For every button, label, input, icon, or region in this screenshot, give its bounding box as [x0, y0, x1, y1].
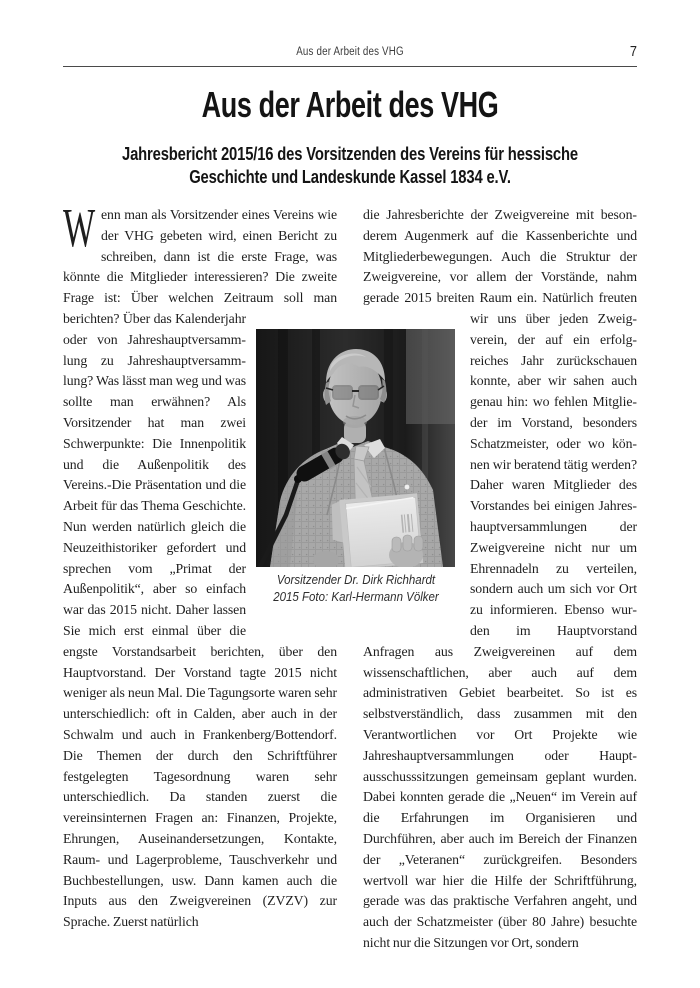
caption-line-2: 2015 Foto: Karl-Hermann Völker: [273, 590, 439, 604]
lapel-pin: [405, 485, 410, 490]
caption-line-1: Vorsitzender Dr. Dirk Richhardt: [276, 573, 436, 587]
subtitle-line-2: Geschichte und Landeskunde Kassel 1834 e.V.: [189, 166, 511, 187]
left-column-intro: enn man als Vorsitzender eines Vereins wie der VHG gebeten wird, einen Bericht zu schreiben, dann ist die erste Frage, was könnte die Mitglieder interessieren? Die zweite Frage ist: Über welchen Zeitraum soll man: [63, 207, 337, 306]
right-column-rest: freuten wir uns über jeden Zweigverein, der auf ein erfolgreiches Jahr zurückschauen konnte, aber wir sahen auch genau hin: wo fehlen Mitglieder im Vorstand, besonders Schatzmeister, oder wo können wir beratend tätig werden? Daher waren Mitglieder des Vorstandes bei einigen Jahreshauptversammlungen der Zweigvereine nicht nur um Ehrennadeln zu verteilen, sondern auch um sich vor Ort zu informieren. Ebenso wurden im Hauptvorstand Anfragen aus Zweigvereinen auf dem wissenschaftlichen, aber auch auf dem administrativen Gebiet bearbeitet. So ist es selbstverständlich, dass zusammen mit den Verantwortlichen vor Ort Projekte wie Jahreshauptversammlungen oder Hauptausschusssitzungen gemeinsam geplant wurden. Dabei konnten gerade die „Neuen“ im Verein auf die Erfahrungen im Organisieren und Durchführen, aber auch im Bereich der Finanzen der „Veteranen“ zurückgreifen. Besonders wertvoll war hier die Hilfe der Schriftführung, gerade was das praktische Verfahren angeht, und auch der Schatzmeister (über 80 Jahre) besuchte nicht nur die Sitzungen vor Ort, sondern: [363, 290, 637, 950]
right-column-intro: die Jahresberichte der Zweigvereine mit besonderem Augenmerk auf die Kassenberichte und Mitgliederbewegungen. Auch die Struktur der Zweigvereine, vor allem der Vorstände, nahm gerade 2015 breiten Raum ein. Natürlich: [363, 207, 637, 306]
header-rule: [63, 66, 637, 67]
running-head: Aus der Arbeit des VHG: [296, 46, 404, 58]
left-column-rest: berichten? Über das Kalenderjahr oder von Jahreshauptversammlung zu Jahreshauptversammlung? Was lässt man weg und was sollte man erwähnen? Als Vorsitzender hat man zwei Schwerpunkte: Die Innenpolitik und die Außenpolitik des Vereins.-Die Präsentation und die Arbeit für das Thema Geschichte. Nun werden natürlich gleich die Neuzeithistoriker gefordert und sprechen vom „Primat der Außenpolitik“, aber so einfach war das 2015 nicht. Daher lassen Sie mich erst einmal über die engste Vorstandsarbeit berichten, über den Hauptvorstand. Der Vorstand tagte 2015 nicht weniger als neun Mal. Die Tagungsorte waren sehr unterschiedlich: oft in Calden, aber auch in der Schwalm und auch in Frankenberg/Bottendorf. Die Themen der durch den Schriftführer festgelegten Tagesordnung waren sehr unterschiedlich. Da standen zuerst die vereinsinternen Fragen an: Finanzen, Projekte, Ehrungen, Auseinandersetzungen, Kontakte, Raum- und Lagerprobleme, Tauschverkehr und Buchbestellungen, usw. Dann kamen auch die Inputs aus den Zweigvereinen (ZVZV) zur Sprache. Zuerst natürlich: [63, 310, 337, 930]
paragraph-left: [63, 197, 337, 933]
portrait-photo: [256, 329, 455, 567]
page-subtitle: [70, 142, 630, 188]
figure-caption: [246, 572, 467, 606]
dropcap-w: W: [63, 197, 96, 258]
left-column: [63, 197, 337, 933]
page-title: Aus der Arbeit des VHG: [201, 84, 499, 125]
page-number: 7: [629, 43, 637, 60]
subtitle-line-1: Jahresbericht 2015/16 des Vorsitzenden des Vereins für hessische: [122, 143, 578, 164]
